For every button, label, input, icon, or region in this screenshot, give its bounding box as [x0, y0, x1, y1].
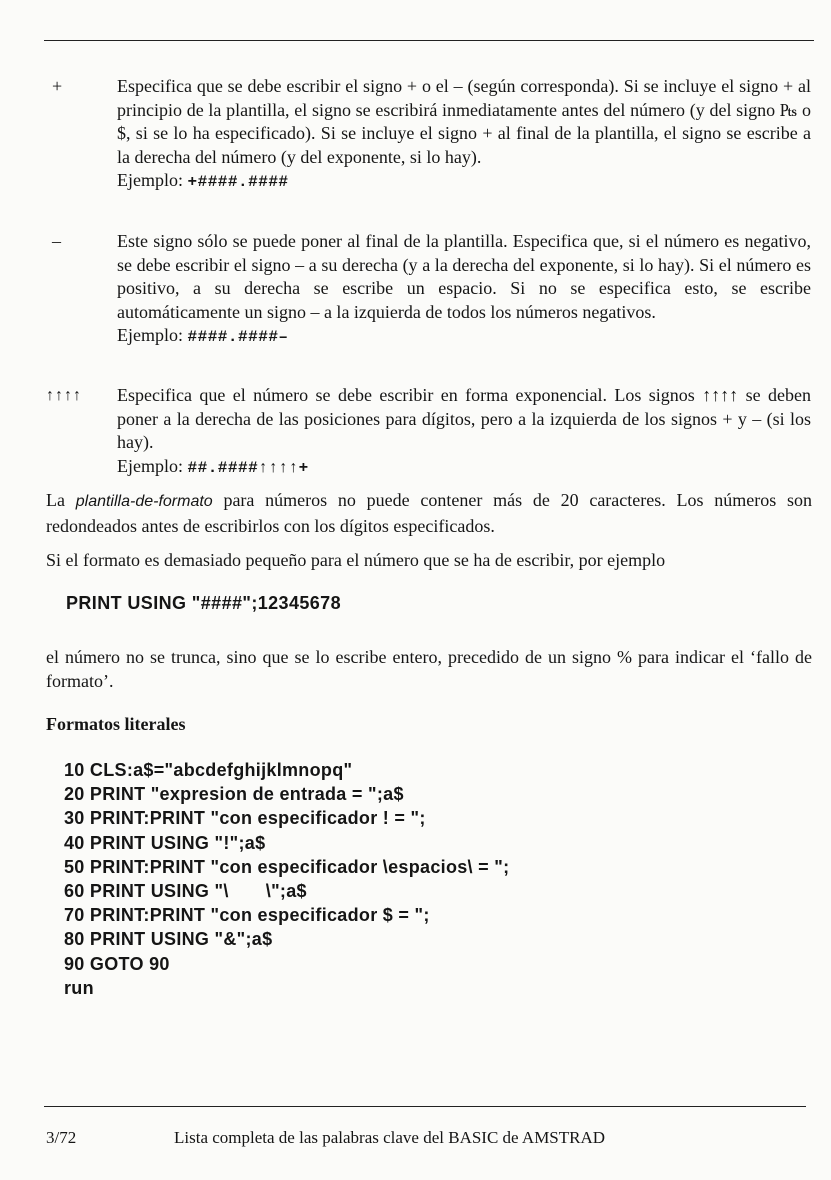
top-rule: [44, 40, 814, 41]
code-line: 80 PRINT USING "&";a$: [64, 929, 273, 950]
paragraph-format-too-small: Si el formato es demasiado pequeño para el número que se ha de escribir, por ejemplo: [46, 550, 666, 570]
paragraph-prefix: La: [46, 490, 76, 510]
definition-body: [117, 230, 811, 350]
code-listing: [64, 758, 509, 1000]
definition-text: Especifica que se debe escribir el signo + o el – (según corresponda). Si se incluye el signo + al principio de la plantilla, el signo se escribirá inmediatamente antes del número (y del signo ₧ o $, si se lo ha especificado). Si se incluye el signo + al final de la plantilla, el signo se escribe a la derecha del número (y del exponente, si lo hay).: [117, 76, 811, 167]
code-line: 40 PRINT USING "!";a$: [64, 832, 266, 853]
example-code: ####.####–: [187, 328, 289, 346]
italic-term: plantilla-de-formato: [75, 493, 213, 510]
definition-arrows: [46, 384, 816, 480]
definition-text: Este signo sólo se puede poner al final de la plantilla. Especifica que, si el número es negativo, se debe escribir el signo – a su derecha (y a la derecha del exponente, si lo hay). Si el número es positivo, a su derecha se escribe un espacio. Si no se especifica esto, se escribe automáticamente un signo – a la izquierda de todos los números negativos.: [117, 231, 811, 322]
paragraph-rest: para números no puede contener más de 20 caracteres. Los números son redondeados antes de escribirlos con los dígitos especificados.: [46, 490, 812, 536]
definition-symbol: +: [52, 76, 63, 96]
example-label: Ejemplo:: [117, 325, 188, 345]
example-label: Ejemplo:: [117, 170, 188, 190]
footer-title: Lista completa de las palabras clave del BASIC de AMSTRAD: [174, 1128, 606, 1147]
definition-body: [117, 75, 811, 195]
code-line: 60 PRINT USING "\ \";a$: [64, 881, 307, 902]
code-line: 20 PRINT "expresion de entrada = ";a$: [64, 784, 404, 805]
footer-page-number: 3/72: [46, 1128, 77, 1147]
example-label: Ejemplo:: [117, 455, 188, 476]
paragraph-template-limit: [46, 488, 812, 538]
code-line: 50 PRINT:PRINT "con especificador \espacios\ = ";: [64, 856, 510, 877]
code-line: run: [64, 977, 94, 998]
print-using-example: PRINT USING "####";12345678: [66, 593, 341, 613]
example-code: +####.####: [187, 173, 289, 191]
example-line: [117, 169, 811, 195]
example-line: [117, 455, 811, 481]
code-line: 10 CLS:a$="abcdefghijklmnopq": [64, 760, 353, 780]
definition-text: Especifica que el número se debe escribir en forma exponencial. Los signos ↑↑↑↑ se deben poner a la derecha de las posiciones para dígitos, pero a la izquierda de los signos + y – (si los hay).: [117, 385, 811, 452]
section-title: Formatos literales: [46, 714, 186, 734]
definition-symbol: ↑↑↑↑: [46, 387, 82, 404]
code-line: 70 PRINT:PRINT "con especificador $ = ";: [64, 905, 430, 926]
definition-body: [117, 384, 811, 480]
definition-minus: [46, 230, 816, 350]
paragraph-overflow: el número no se trunca, sino que se lo escribe entero, precedido de un signo % para indicar el ‘fallo de formato’.: [46, 647, 812, 691]
example-line: [117, 324, 811, 350]
code-line: 30 PRINT:PRINT "con especificador ! = ";: [64, 808, 426, 829]
definition-plus: [46, 75, 816, 195]
definition-symbol: –: [52, 231, 61, 251]
example-code: ##.####↑↑↑↑+: [187, 458, 309, 477]
code-line: 90 GOTO 90: [64, 953, 170, 974]
bottom-rule: [44, 1106, 806, 1107]
